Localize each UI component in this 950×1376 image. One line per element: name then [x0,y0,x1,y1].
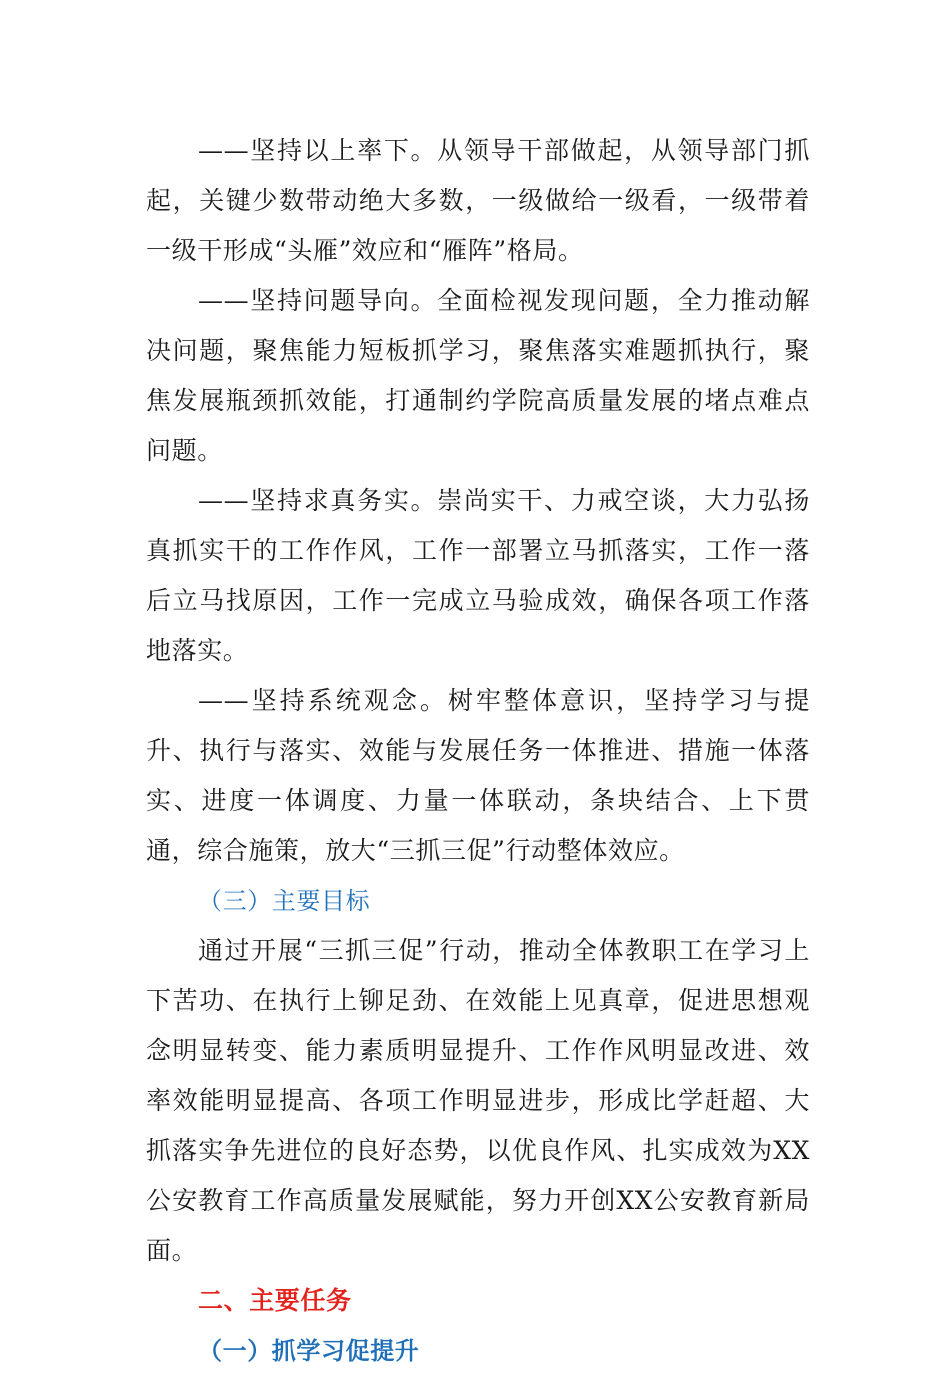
chapter-heading-main-tasks: 二、主要任务 [198,1286,352,1315]
principle-paragraph-lead-by-example: ——坚持以上率下。从领导干部做起，从领导部门抓起，关键少数带动绝大多数，一级做给一级看，一级带着一级干形成“头雁”效应和“雁阵”格局。 [146,136,810,265]
principle-paragraph-problem-oriented: ——坚持问题导向。全面检视发现问题，全力推动解决问题，聚焦能力短板抓学习，聚焦落实难题抓执行，聚焦发展瓶颈抓效能，打通制约学院高质量发展的堵点难点问题。 [146,286,810,465]
principle-paragraph-systems-thinking: ——坚持系统观念。树牢整体意识，坚持学习与提升、执行与落实、效能与发展任务一体推进、措施一体落实、进度一体调度、力量一体联动，条块结合、上下贯通，综合施策，放大“三抓三促”行动整体效应。 [146,686,810,865]
principle-paragraph-seek-truth: ——坚持求真务实。崇尚实干、力戒空谈，大力弘扬真抓实干的工作作风，工作一部署立马抓落实，工作一落后立马找原因，工作一完成立马验成效，确保各项工作落地落实。 [146,486,810,665]
section-heading-learning: （一）抓学习促提升 [198,1337,420,1365]
document-body [146,126,810,1376]
goal-paragraph: 通过开展“三抓三促”行动，推动全体教职工在学习上下苦功、在执行上铆足劲、在效能上见真章，促进思想观念明显转变、能力素质明显提升、工作作风明显改进、效率效能明显提高、各项工作明显进步，形成比学赶超、大抓落实争先进位的良好态势，以优良作风、扎实成效为XX公安教育工作高质量发展赋能，努力开创XX公安教育新局面。 [146,936,810,1265]
section-heading-main-goals: （三）主要目标 [198,887,371,915]
